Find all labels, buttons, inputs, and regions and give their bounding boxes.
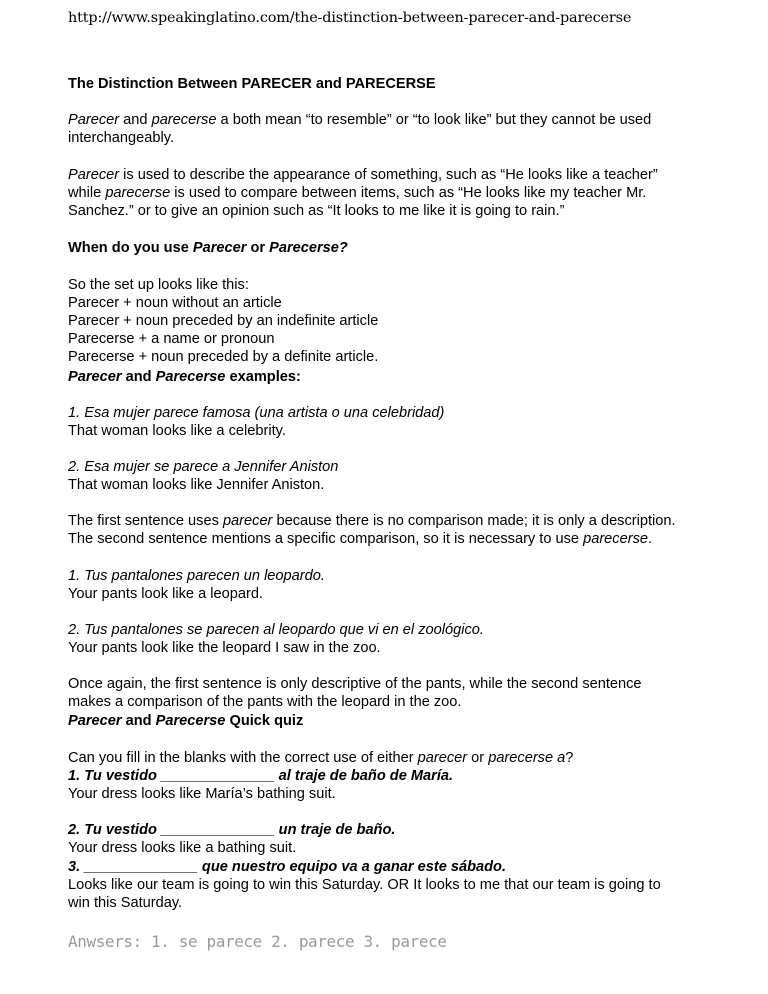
example-2 — [68, 458, 718, 494]
setup-rule: Parecerse + a name or pronoun — [68, 331, 275, 347]
intro-2-line-2 — [68, 184, 718, 202]
term-parecer: parecer — [417, 750, 468, 766]
text: while — [68, 185, 106, 201]
term-parecerse: Parecerse — [155, 713, 226, 729]
intro-paragraph-2 — [68, 166, 718, 220]
text: a both mean “to resemble” or “to look like” but they cannot be used — [216, 112, 652, 128]
example-spanish: 2. Esa mujer se parece a Jennifer Aniston — [68, 459, 339, 475]
text: The first sentence uses — [68, 513, 223, 529]
intro-1-line-2: interchangeably. — [68, 130, 175, 146]
example-spanish: 1. Tus pantalones parecen un leopardo. — [68, 568, 325, 584]
text: examples: — [225, 369, 301, 385]
example-english: That woman looks like a celebrity. — [68, 423, 286, 439]
quiz-question-3-block — [68, 858, 718, 912]
setup-rule: Parecer + noun without an article — [68, 295, 282, 311]
term-parecer: Parecer — [68, 713, 122, 729]
text: When do you use — [68, 240, 193, 256]
term-parecer: parecer — [222, 513, 273, 529]
term-parecerse: parecerse — [583, 531, 648, 547]
term-parecerse: Parecerse? — [269, 240, 348, 256]
text: is used to compare between items, such as “He looks like my teacher Mr. — [170, 185, 647, 201]
text: and — [121, 369, 156, 385]
quiz-prompt — [68, 749, 718, 767]
quiz-question-3: 3. ______________ que nuestro equipo va a ganar este sábado. — [68, 859, 507, 875]
setup-rule: Parecerse + noun preceded by a definite article. — [68, 349, 379, 365]
term-parecer: Parecer — [68, 369, 122, 385]
term-parecerse-a: parecerse a — [488, 750, 566, 766]
intro-2-line-1 — [68, 166, 718, 184]
example-4 — [68, 621, 718, 657]
page-url: http://www.speakinglatino.com/the-distinction-between-parecer-and-parecerse — [68, 10, 632, 26]
answers-line: Anwsers: 1. se parece 2. parece 3. parece — [68, 932, 447, 951]
term-parecerse: parecerse — [105, 185, 171, 201]
quiz-question-3-translation-line-2: win this Saturday. — [68, 895, 183, 911]
quiz-question-1: 1. Tu vestido ______________ al traje de baño de María. — [68, 768, 454, 784]
explanation-1 — [68, 512, 718, 548]
text: Quick quiz — [225, 713, 304, 729]
term-parecer: Parecer — [68, 112, 120, 128]
article-title: The Distinction Between PARECER and PARECERSE — [68, 76, 436, 92]
term-parecer: Parecer — [68, 167, 120, 183]
example-english: That woman looks like Jennifer Aniston. — [68, 477, 325, 493]
example-spanish: 1. Esa mujer parece famosa (una artista o una celebridad) — [68, 405, 445, 421]
explanation-1-line-1 — [68, 512, 718, 530]
example-english: Your pants look like a leopard. — [68, 586, 263, 602]
text: ? — [565, 750, 574, 766]
term-parecerse: Parecerse — [155, 369, 226, 385]
explanation-1-line-2 — [68, 530, 718, 548]
text: and — [121, 713, 156, 729]
term-parecer: Parecer — [192, 240, 247, 256]
text: and — [119, 112, 152, 128]
setup-intro: So the set up looks like this: — [68, 277, 249, 293]
text: or — [246, 240, 270, 256]
text: or — [467, 750, 489, 766]
setup-rule: Parecer + noun preceded by an indefinite article — [68, 313, 379, 329]
quiz-question-3-translation-line-1: Looks like our team is going to win this Saturday. OR It looks to me that our team is going to — [68, 877, 661, 893]
intro-paragraph-1 — [68, 111, 718, 147]
text: is used to describe the appearance of something, such as “He looks like a teacher” — [119, 167, 658, 183]
explanation-2-line-1: Once again, the first sentence is only descriptive of the pants, while the second sentence — [68, 676, 642, 692]
example-3 — [68, 567, 718, 603]
term-parecerse: parecerse — [151, 112, 217, 128]
text: The second sentence mentions a specific comparison, so it is necessary to use — [68, 531, 584, 547]
when-heading — [68, 239, 718, 257]
example-spanish: 2. Tus pantalones se parecen al leopardo que vi en el zoológico. — [68, 622, 484, 638]
text: because there is no comparison made; it is only a description. — [272, 513, 676, 529]
example-1 — [68, 404, 718, 440]
explanation-2-line-2: makes a comparison of the pants with the leopard in the zoo. — [68, 694, 462, 710]
setup-list — [68, 276, 718, 366]
explanation-2 — [68, 675, 718, 711]
intro-1-line-1 — [68, 111, 718, 129]
quiz-question-2: 2. Tu vestido ______________ un traje de baño. — [68, 822, 396, 838]
text: Can you fill in the blanks with the correct use of either — [68, 750, 418, 766]
examples-heading — [68, 368, 718, 386]
quiz-question-1-translation: Your dress looks like María’s bathing suit. — [68, 786, 336, 802]
quiz-section — [68, 749, 718, 803]
text: . — [648, 531, 653, 547]
quiz-heading — [68, 712, 718, 730]
quiz-question-2-translation: Your dress looks like a bathing suit. — [68, 840, 297, 856]
example-english: Your pants look like the leopard I saw in the zoo. — [68, 640, 381, 656]
intro-2-line-3: Sanchez.” or to give an opinion such as “It looks to me like it is going to rain.” — [68, 203, 565, 219]
quiz-question-2-block — [68, 821, 718, 857]
